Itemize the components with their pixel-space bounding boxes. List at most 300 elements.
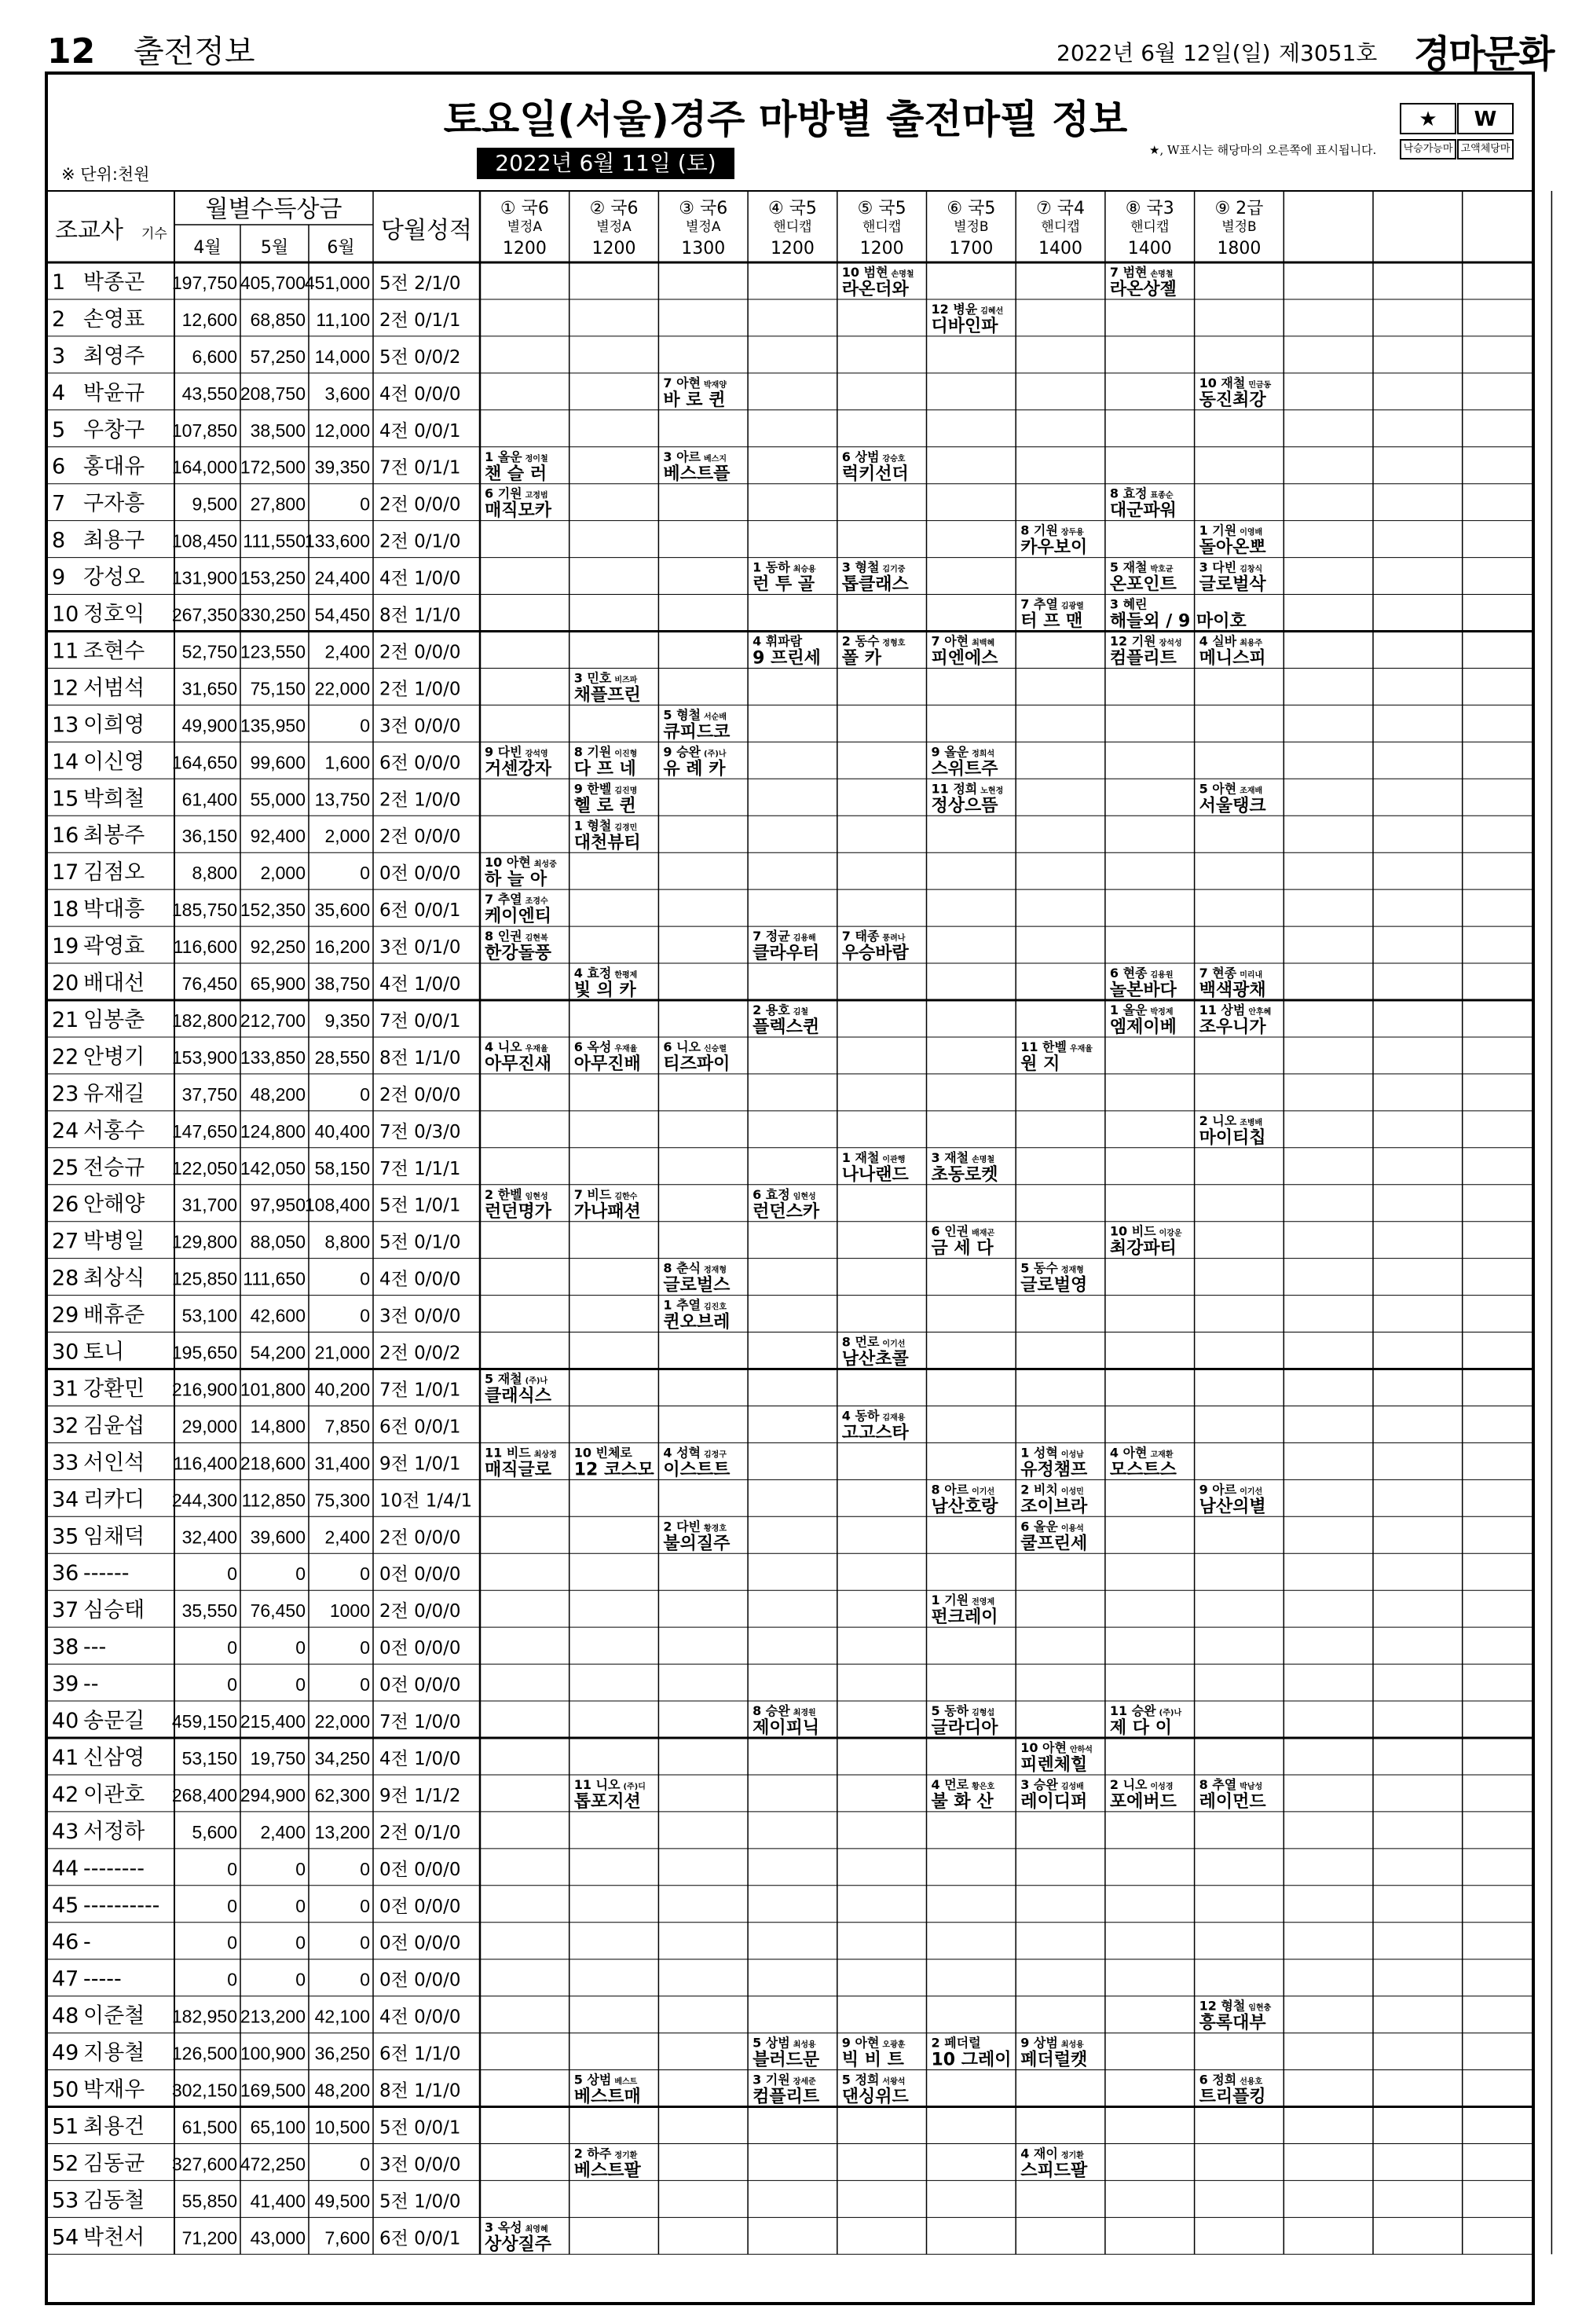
monthly-record: 2전 0/0/0 xyxy=(379,827,461,848)
entry-horse: 백색광채 xyxy=(1199,981,1266,1001)
entry-jockey: 3 형철 김기중 xyxy=(841,559,906,575)
monthly-record: 3전 0/0/0 xyxy=(379,2154,461,2176)
trainer-no: 42 xyxy=(52,1782,79,1807)
prize-may: 92,400 xyxy=(250,826,306,847)
entry-jockey: 8 기원 이진형 xyxy=(573,744,638,760)
entry-jockey: 8 인권 김현복 xyxy=(485,929,548,944)
entry-horse: 온포인트 xyxy=(1109,574,1177,595)
trainer-name: 구자흥 xyxy=(83,491,145,516)
trainer-no: 44 xyxy=(52,1856,79,1881)
entry-horse: 럭키선더 xyxy=(841,464,909,484)
entry-jockey: 1 형철 김경민 xyxy=(573,818,638,834)
trainer-name: 이관호 xyxy=(83,1782,145,1807)
entry-horse: 피렌체힐 xyxy=(1020,1755,1088,1775)
entry-jockey: 10 재철 민금동 xyxy=(1199,375,1272,390)
trainer-name: -------- xyxy=(83,1856,145,1881)
prize-may: 57,250 xyxy=(250,346,306,367)
prize-may: 0 xyxy=(295,1932,306,1953)
trainer-name: 유재길 xyxy=(83,1081,145,1106)
prize-apr: 35,550 xyxy=(181,1600,237,1622)
entry-owner: 임현성 xyxy=(525,1192,548,1201)
monthly-record: 4전 1/0/0 xyxy=(379,1748,461,1769)
entry-jockey: 3 재철 손명철 xyxy=(931,1149,995,1165)
entry-horse: 티즈파이 xyxy=(663,1054,731,1074)
prize-may: 97,950 xyxy=(250,1194,306,1215)
prize-jun: 35,600 xyxy=(314,900,370,921)
prize-apr: 116,400 xyxy=(173,1453,237,1474)
monthly-record: 7전 0/1/1 xyxy=(379,457,461,478)
entry-jockey: 6 니오 신승렬 xyxy=(663,1039,727,1054)
entry-horse: 가나패션 xyxy=(573,1201,641,1222)
prize-jun: 0 xyxy=(360,863,370,884)
entry-jockey: 5 형철 서순배 xyxy=(663,707,727,723)
prize-apr: 53,150 xyxy=(181,1747,237,1769)
prize-jun: 0 xyxy=(360,493,370,515)
entry-horse: 런던명가 xyxy=(485,1201,552,1222)
prize-may: 111,650 xyxy=(243,1268,306,1289)
entry-jockey: 7 현종 미리내 xyxy=(1199,966,1263,981)
entry-jockey: 11 상범 안후혜 xyxy=(1199,1003,1272,1017)
trainer-no: 20 xyxy=(52,971,79,995)
prize-may: 14,800 xyxy=(250,1416,306,1437)
entry-jockey: 5 정희 서왕석 xyxy=(841,2072,906,2088)
entry-horse: 고고스타 xyxy=(841,1423,909,1443)
entry-horse: 남산호랑 xyxy=(931,1497,998,1517)
entry-owner: 풍려나 xyxy=(882,934,906,944)
prize-jun: 24,400 xyxy=(314,567,370,588)
header-month: 5월 xyxy=(260,238,289,258)
unit-note: ※ 단위:천원 xyxy=(61,165,150,184)
entry-horse: 디바인파 xyxy=(931,316,998,336)
prize-apr: 195,650 xyxy=(171,1342,237,1363)
entry-horse: 서울탱크 xyxy=(1199,796,1266,816)
entry-horse: 아무진새 xyxy=(485,1054,552,1074)
trainer-no: 39 xyxy=(52,1672,79,1697)
trainer-name: 서정하 xyxy=(83,1819,145,1844)
entry-owner: 최용주 xyxy=(1240,639,1263,648)
prize-apr: 125,850 xyxy=(171,1268,237,1289)
entry-horse: 이스트트 xyxy=(663,1460,731,1480)
entry-horse: 돌아온뽀 xyxy=(1199,537,1266,558)
trainer-name: 리카디 xyxy=(83,1487,145,1512)
prize-may: 55,000 xyxy=(250,789,306,810)
entry-jockey: 9 다빈 강석영 xyxy=(485,744,548,760)
prize-apr: 126,500 xyxy=(171,2043,237,2064)
entry-horse: 폴 카 xyxy=(841,648,881,669)
entry-horse: 라온상젤 xyxy=(1109,280,1177,299)
entry-horse: 레이디퍼 xyxy=(1020,1791,1088,1812)
entry-horse: 트리플킹 xyxy=(1199,2087,1266,2107)
entry-owner: 서순배 xyxy=(704,713,727,722)
prize-apr: 244,300 xyxy=(171,1490,237,1511)
trainer-name: 박천서 xyxy=(83,2225,145,2250)
entry-jockey: 5 상범 최성용 xyxy=(753,2035,816,2051)
prize-may: 0 xyxy=(295,1895,306,1916)
trainer-name: 이준철 xyxy=(83,2003,145,2029)
race-header-distance: 1200 xyxy=(591,239,636,258)
entry-jockey: 1 성혁 이성남 xyxy=(1020,1445,1084,1461)
entry-jockey: 8 승완 최경원 xyxy=(753,1703,816,1719)
prize-jun: 75,300 xyxy=(314,1490,370,1511)
trainer-no: 32 xyxy=(52,1413,79,1439)
prize-may: 65,100 xyxy=(250,2117,306,2138)
entry-owner: 정재형 xyxy=(704,1266,727,1275)
trainer-no: 17 xyxy=(52,860,79,885)
monthly-record: 2전 0/0/0 xyxy=(379,1527,461,1549)
trainer-name: 이신영 xyxy=(83,750,145,775)
entry-owner: 김용원 xyxy=(1150,971,1174,981)
trainer-no: 4 xyxy=(52,380,66,405)
prize-may: 208,750 xyxy=(240,383,306,404)
entry-owner: 황은호 xyxy=(972,1782,995,1791)
entry-owner: 김창식 xyxy=(1240,565,1263,574)
entry-owner: 노현정 xyxy=(980,786,1004,796)
entry-horse: 제이피닉 xyxy=(753,1718,820,1739)
header-trainer: 조교사 xyxy=(55,217,123,244)
trainer-no: 1 xyxy=(52,269,66,295)
trainer-no: 52 xyxy=(52,2151,79,2176)
prize-apr: 55,850 xyxy=(181,2190,237,2212)
entry-jockey: 6 상범 강승호 xyxy=(841,449,906,464)
race-header-condition: 핸디캡 xyxy=(1041,219,1080,235)
entry-owner: 서왕석 xyxy=(882,2077,906,2087)
header-monthly-prize: 월별수득상금 xyxy=(205,196,342,223)
entry-owner: 이성민 xyxy=(1060,1487,1084,1497)
prize-may: 169,500 xyxy=(240,2080,306,2101)
entry-jockey: 2 다빈 황경호 xyxy=(663,1519,727,1534)
trainer-name: 최상식 xyxy=(83,1266,145,1291)
trainer-name: 최용구 xyxy=(83,528,145,553)
entry-jockey: 1 추열 김진호 xyxy=(663,1297,727,1313)
trainer-name: 안병기 xyxy=(83,1044,145,1069)
entry-owner: 이성남 xyxy=(1060,1450,1084,1460)
prize-jun: 10,500 xyxy=(314,2117,370,2138)
trainer-no: 51 xyxy=(52,2114,79,2139)
publication-logo: 경마문화 xyxy=(1414,32,1554,76)
monthly-record: 2전 0/1/0 xyxy=(379,1822,461,1843)
trainer-name: 전승규 xyxy=(83,1155,145,1180)
entry-horse: 케이엔티 xyxy=(485,907,552,927)
monthly-record: 0전 0/0/0 xyxy=(379,1675,461,1696)
entry-horse: 포에버드 xyxy=(1109,1791,1177,1812)
prize-may: 76,450 xyxy=(250,1600,306,1622)
entry-owner: 정희석 xyxy=(972,750,995,759)
entry-owner: 이관행 xyxy=(882,1155,906,1164)
monthly-record: 3전 0/1/0 xyxy=(379,937,461,959)
entry-owner: 김재용 xyxy=(882,1413,906,1423)
prize-jun: 8,800 xyxy=(324,1231,370,1252)
prize-jun: 2,400 xyxy=(324,641,370,662)
entry-owner: 배재곤 xyxy=(972,1229,995,1238)
trainer-no: 36 xyxy=(52,1561,79,1586)
monthly-record: 2전 0/1/1 xyxy=(379,310,461,331)
trainer-name: 서범석 xyxy=(83,676,145,701)
entry-horse: 대군파워 xyxy=(1109,500,1177,521)
entry-owner: 김광렬 xyxy=(1060,602,1084,611)
trainer-name: 김동균 xyxy=(83,2151,145,2176)
entry-jockey: 6 기원 고정범 xyxy=(485,486,548,501)
entry-jockey: 10 아현 최성중 xyxy=(485,855,557,871)
entry-jockey: 3 민호 비즈파 xyxy=(573,670,638,686)
header-jockey-sub: 기수 xyxy=(141,226,167,242)
entry-owner: 한평제 xyxy=(614,971,638,981)
prize-apr: 52,750 xyxy=(181,641,237,662)
trainer-no: 8 xyxy=(52,528,66,553)
entry-jockey: 8 춘식 정재형 xyxy=(663,1260,727,1276)
race-header-distance: 1700 xyxy=(949,239,994,258)
entry-owner: 비즈파 xyxy=(614,676,638,685)
trainer-no: 6 xyxy=(52,454,66,479)
entry-jockey: 4 재이 정기환 xyxy=(1020,2146,1084,2161)
prize-may: 38,500 xyxy=(250,420,306,441)
entry-horse: 정상으뜸 xyxy=(931,796,998,816)
entry-jockey: 4 먼로 황은호 xyxy=(931,1776,995,1792)
entry-jockey: 2 니오 조병배 xyxy=(1199,1113,1263,1128)
prize-jun: 62,300 xyxy=(314,1784,370,1805)
entry-jockey: 7 아현 박재양 xyxy=(663,375,727,390)
entry-horse: 베스트팔 xyxy=(573,2161,641,2181)
entry-jockey: 6 옥성 우재율 xyxy=(573,1039,638,1054)
entry-jockey: 7 아현 최백혜 xyxy=(931,633,995,649)
trainer-name: 박종곤 xyxy=(83,269,145,295)
trainer-name: 강성오 xyxy=(83,565,145,590)
prize-jun: 42,100 xyxy=(314,2006,370,2027)
monthly-record: 4전 0/0/1 xyxy=(379,420,461,442)
entry-horse: 피엔에스 xyxy=(931,648,998,669)
trainer-name: 이희영 xyxy=(83,713,145,738)
monthly-record: 0전 0/0/0 xyxy=(379,1896,461,1917)
entry-owner: 전영제 xyxy=(972,1598,995,1607)
entry-horse: 놀본바다 xyxy=(1109,981,1177,1001)
entry-jockey: 9 올운 정희석 xyxy=(931,744,995,760)
trainer-no: 34 xyxy=(52,1487,79,1512)
prize-may: 215,400 xyxy=(240,1711,306,1732)
entry-owner: 미리내 xyxy=(1240,971,1263,981)
prize-may: 0 xyxy=(295,1858,306,1879)
entry-jockey: 11 한벨 우재율 xyxy=(1020,1039,1093,1054)
entry-horse: 컴플리트 xyxy=(753,2087,820,2107)
monthly-record: 0전 0/0/0 xyxy=(379,1638,461,1659)
prize-apr: 197,750 xyxy=(171,272,237,293)
trainer-no: 48 xyxy=(52,2003,79,2029)
monthly-record: 10전 1/4/1 xyxy=(379,1490,473,1512)
entry-horse: 레이먼드 xyxy=(1199,1791,1266,1812)
monthly-record: 8전 1/1/0 xyxy=(379,605,461,626)
legend-note: ★, W표시는 해당마의 오른쪽에 표시됩니다. xyxy=(1149,143,1377,157)
entry-jockey: 3 아르 베스지 xyxy=(663,449,727,464)
entry-owner: 이기선 xyxy=(882,1340,906,1349)
trainer-name: 박윤규 xyxy=(83,380,145,405)
entry-jockey: 8 효정 표종순 xyxy=(1109,486,1174,501)
entry-owner: 김혜선 xyxy=(980,306,1004,316)
prize-jun: 2,000 xyxy=(324,826,370,847)
trainer-name: 신삼영 xyxy=(83,1745,145,1770)
entry-owner: 정재형 xyxy=(1060,1266,1084,1275)
trainer-no: 49 xyxy=(52,2040,79,2066)
entry-jockey: 11 비드 최상정 xyxy=(485,1445,557,1461)
entry-horse: 베스트매 xyxy=(573,2087,641,2107)
entry-owner: 최백혜 xyxy=(972,639,995,648)
entry-horse: 런던스카 xyxy=(753,1201,820,1222)
entry-jockey: 9 상범 최성용 xyxy=(1020,2035,1084,2051)
entry-owner: 김용해 xyxy=(793,934,816,944)
entry-jockey: 4 실바 최용주 xyxy=(1199,633,1263,649)
entry-jockey: 1 동하 최승용 xyxy=(753,559,816,575)
prize-may: 112,850 xyxy=(241,1490,306,1511)
trainer-name: 토니 xyxy=(83,1340,125,1365)
trainer-no: 31 xyxy=(52,1376,79,1402)
prize-apr: 108,450 xyxy=(171,530,237,552)
prize-apr: 164,650 xyxy=(171,752,237,773)
monthly-record: 3전 0/0/0 xyxy=(379,1306,461,1327)
header-month: 4월 xyxy=(193,238,222,258)
legend-star-box: ★ xyxy=(1400,103,1456,134)
prize-apr: 49,900 xyxy=(181,715,237,736)
entry-jockey: 6 효정 임현성 xyxy=(753,1186,816,1202)
race-header-distance: 1200 xyxy=(770,239,815,258)
entry-owner: 표종순 xyxy=(1150,491,1174,500)
entry-horse: 나나랜드 xyxy=(841,1164,909,1185)
entry-owner: 김기중 xyxy=(882,565,906,574)
prize-may: 92,250 xyxy=(250,937,306,958)
trainer-name: 김점오 xyxy=(83,860,145,885)
trainer-no: 37 xyxy=(52,1598,79,1623)
entry-horse: 톱포지션 xyxy=(573,1791,641,1812)
prize-may: 75,150 xyxy=(250,678,306,699)
trainer-name: 임봉춘 xyxy=(83,1007,145,1032)
entry-horse: 상상질주 xyxy=(485,2234,552,2255)
prize-may: 2,000 xyxy=(260,863,306,884)
prize-apr: 37,750 xyxy=(181,1083,237,1105)
prize-may: 68,850 xyxy=(250,309,306,330)
race-header-no: ⑧ 국3 xyxy=(1125,199,1174,218)
entry-jockey: 11 승완 (주)나 xyxy=(1109,1703,1182,1719)
entry-owner: 이기선 xyxy=(972,1487,995,1497)
trainer-no: 30 xyxy=(52,1340,79,1365)
trainer-name: 지용철 xyxy=(83,2040,145,2066)
race-header-condition: 별정A xyxy=(507,219,543,235)
trainer-no: 50 xyxy=(52,2077,79,2102)
prize-apr: 302,150 xyxy=(171,2080,237,2101)
entry-horse: 제 다 이 xyxy=(1109,1718,1172,1739)
monthly-record: 9전 1/0/1 xyxy=(379,1453,461,1475)
prize-jun: 9,350 xyxy=(324,1010,370,1031)
entry-owner: 강승호 xyxy=(882,454,906,464)
prize-apr: 267,350 xyxy=(171,604,237,625)
entry-owner: 이용석 xyxy=(1060,1524,1084,1534)
trainer-no: 24 xyxy=(52,1118,79,1143)
entry-owner: (주)나 xyxy=(525,1376,548,1386)
prize-apr: 0 xyxy=(227,1932,237,1953)
trainer-no: 40 xyxy=(52,1709,79,1733)
entry-horse: 헬 로 퀸 xyxy=(573,796,636,816)
entry-owner: 정형호 xyxy=(882,639,906,648)
trainer-no: 3 xyxy=(52,343,66,368)
prize-jun: 0 xyxy=(360,1895,370,1916)
prize-may: 124,800 xyxy=(240,1120,306,1142)
trainer-name: 김윤섭 xyxy=(83,1413,145,1439)
entry-horse: 블러드문 xyxy=(753,2050,820,2070)
entry-horse: 메니스피 xyxy=(1199,648,1266,669)
entry-jockey: 7 범현 손명철 xyxy=(1109,265,1174,280)
entry-owner: 조병배 xyxy=(1240,1118,1263,1127)
entry-horse: 페더럴캣 xyxy=(1020,2050,1088,2070)
trainer-name: 박대흥 xyxy=(83,897,145,922)
prize-apr: 0 xyxy=(227,1563,237,1585)
prize-apr: 164,000 xyxy=(171,456,237,478)
monthly-record: 5전 1/0/0 xyxy=(379,2191,461,2212)
monthly-record: 7전 1/0/1 xyxy=(379,1380,461,1401)
prize-jun: 0 xyxy=(360,715,370,736)
monthly-record: 0전 0/0/0 xyxy=(379,1859,461,1880)
monthly-record: 6전 0/0/1 xyxy=(379,2228,461,2249)
entry-owner: 오광훈 xyxy=(882,2040,906,2050)
entry-horse: 모스트스 xyxy=(1109,1460,1177,1480)
race-header-distance: 1400 xyxy=(1038,239,1083,258)
entry-owner: 우재율 xyxy=(525,1044,548,1054)
race-header-distance: 1200 xyxy=(859,239,904,258)
race-header-no: ⑦ 국4 xyxy=(1036,199,1086,218)
prize-jun: 22,000 xyxy=(314,1711,370,1732)
prize-apr: 9,500 xyxy=(192,493,237,515)
entry-horse: 유 례 카 xyxy=(663,759,726,779)
entry-owner: 임현충 xyxy=(1248,2003,1272,2013)
trainer-name: --- xyxy=(83,1635,107,1660)
entry-horse: 펀크레이 xyxy=(931,1607,998,1628)
prize-apr: 185,750 xyxy=(171,900,237,921)
prize-apr: 12,600 xyxy=(181,309,237,330)
entry-jockey: 2 한벨 임현성 xyxy=(485,1186,548,1202)
entry-horse: 12 코스모 xyxy=(573,1460,654,1480)
trainer-no: 54 xyxy=(52,2225,79,2250)
entry-owner: 손명철 xyxy=(1150,270,1174,279)
entry-jockey: 4 성혁 김정구 xyxy=(663,1445,727,1461)
race-header-condition: 별정A xyxy=(596,219,632,235)
prize-apr: 327,600 xyxy=(171,2154,237,2175)
monthly-record: 7전 1/1/1 xyxy=(379,1158,461,1179)
entry-owner: 박재양 xyxy=(704,380,727,390)
entry-jockey: 4 니오 우재율 xyxy=(485,1039,548,1054)
prize-apr: 122,050 xyxy=(171,1157,237,1178)
prize-apr: 6,600 xyxy=(192,346,237,367)
trainer-name: 홍대유 xyxy=(83,454,145,479)
monthly-record: 6전 0/0/1 xyxy=(379,900,461,922)
monthly-record: 2전 0/0/0 xyxy=(379,1601,461,1622)
prize-apr: 36,150 xyxy=(181,826,237,847)
prize-jun: 36,250 xyxy=(314,2043,370,2064)
prize-may: 0 xyxy=(295,1969,306,1990)
monthly-record: 8전 1/1/0 xyxy=(379,1047,461,1069)
monthly-record: 8전 1/1/0 xyxy=(379,2080,461,2102)
entry-horse: 조우니가 xyxy=(1199,1017,1266,1037)
monthly-record: 2전 0/0/0 xyxy=(379,642,461,663)
entry-jockey: 2 비치 이성민 xyxy=(1020,1482,1084,1497)
entry-owner: 최경원 xyxy=(793,1709,816,1718)
entry-jockey: 5 재철 박호균 xyxy=(1109,559,1174,575)
prize-apr: 182,950 xyxy=(171,2006,237,2027)
entry-jockey: 9 승완 (주)나 xyxy=(663,744,727,760)
entry-horse: 챈 슬 러 xyxy=(485,464,547,484)
entry-horse: 톱클래스 xyxy=(841,574,909,595)
entry-horse: 클래식스 xyxy=(485,1386,552,1406)
monthly-record: 6전 0/0/1 xyxy=(379,1417,461,1438)
prize-may: 43,000 xyxy=(250,2227,306,2249)
entry-horse: 9 프린세 xyxy=(753,648,821,669)
entry-horse: 스피드팔 xyxy=(1020,2161,1088,2181)
entry-owner: 김현복 xyxy=(525,934,548,944)
trainer-name: 조현수 xyxy=(83,639,145,664)
trainer-name: 서인석 xyxy=(83,1450,145,1475)
